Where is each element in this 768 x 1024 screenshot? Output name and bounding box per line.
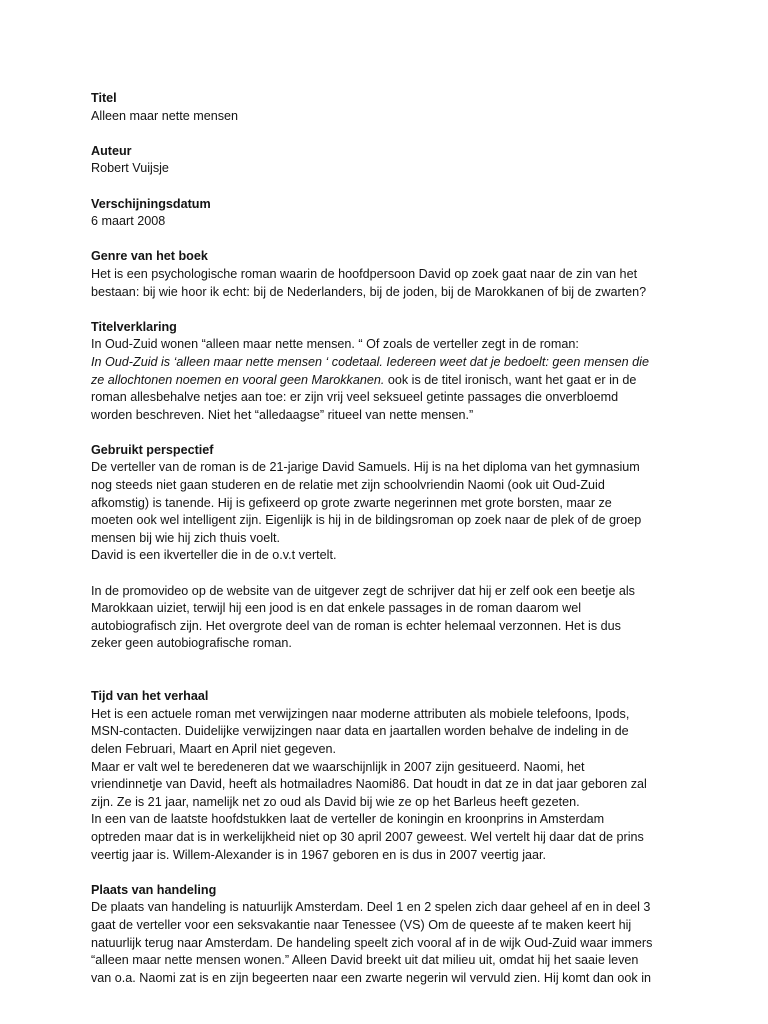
section-heading: Gebruikt perspectief bbox=[91, 442, 214, 457]
paragraph-line: mensen bij wie hij zich thuis voelt. bbox=[91, 530, 280, 545]
paragraph-line: zijn. Ze is 21 jaar, namelijk net zo oud als David bij wie ze op het Barleus heeft gezeten. bbox=[91, 794, 580, 809]
section-titelverklaring bbox=[91, 319, 691, 425]
section-gebruikt-perspectief bbox=[91, 442, 691, 653]
paragraph-line: bestaan: bij wie hoor ik echt: bij de Nederlanders, bij de joden, bij de Marokkanen of bij de zwarten? bbox=[91, 284, 647, 299]
paragraph-line: In Oud-Zuid wonen “alleen maar nette mensen. “ Of zoals de verteller zegt in de roman: bbox=[91, 337, 579, 352]
paragraph-line: zeker geen autobiografische roman. bbox=[91, 636, 292, 651]
document-body bbox=[91, 90, 691, 987]
paragraph-line: David is een ikverteller die in de o.v.t vertelt. bbox=[91, 548, 337, 563]
paragraph-line: worden beschreven. Niet het “alledaagse” ritueel van nette mensen.” bbox=[91, 407, 474, 422]
paragraph-line: optreden maar dat is in werkelijkheid niet op 30 april 2007 geweest. Wel vertelt hij daar dat de prins bbox=[91, 829, 644, 844]
paragraph-line: nog steeds niet gaan studeren en de relatie met zijn schoolvriendin Naomi (ook uit Oud-Zuid bbox=[91, 478, 605, 493]
paragraph-line: moeten ook wel intelligent zijn. Eigenlijk is hij in de bildingsroman op zoek naar de plek of de groep bbox=[91, 513, 642, 528]
section-verschijningsdatum bbox=[91, 196, 691, 231]
paragraph-line: van o.a. Naomi zat is en zijn begeerten naar een zwarte negerin wil vervuld zien. Hij komt dan ook in bbox=[91, 970, 652, 985]
section-tijd-van-het-verhaal bbox=[91, 688, 691, 864]
section-plaats-van-handeling bbox=[91, 882, 691, 988]
section-heading: Titel bbox=[91, 91, 117, 105]
quote-fragment: ze allochtonen noemen en vooral geen Marokkanen. bbox=[91, 372, 385, 387]
book-title: Alleen maar nette mensen bbox=[91, 108, 239, 123]
paragraph-line: De plaats van handeling is natuurlijk Amsterdam. Deel 1 en 2 spelen zich daar geheel af en in deel 3 bbox=[91, 900, 651, 915]
paragraph-line: vriendinnetje van David, heeft als hotmailadres Naomi86. Dat houdt in dat ze in dat jaar geboren zal bbox=[91, 777, 647, 792]
paragraph-line: roman allesbehalve netjes aan toe: er zijn vrij veel seksueel getinte passages die onverbloemd bbox=[91, 390, 619, 405]
quote-line: In Oud-Zuid is ‘alleen maar nette mensen ‘ codetaal. Iedereen weet dat je bedoelt: geen mensen die bbox=[91, 354, 649, 369]
paragraph-line: gaat de verteller voor een seksvakantie naar Tenessee (VS) Om de queeste af te maken keert hij bbox=[91, 917, 632, 932]
section-heading: Genre van het boek bbox=[91, 249, 208, 264]
section-heading: Auteur bbox=[91, 143, 132, 158]
paragraph-line: De verteller van de roman is de 21-jarige David Samuels. Hij is na het diploma van het gymnasium bbox=[91, 460, 640, 475]
paragraph-line: MSN-contacten. Duidelijke verwijzingen naar data en jaartallen worden behalve de indeling in de bbox=[91, 724, 629, 739]
paragraph-line: In een van de laatste hoofdstukken laat de verteller de koningin en kroonprins in Amsterdam bbox=[91, 812, 605, 827]
paragraph-line: veertig jaar is. Willem-Alexander is in 1967 geboren en is dus in 2007 veertig jaar. bbox=[91, 847, 547, 862]
paragraph-line: Het is een psychologische roman waarin de hoofdpersoon David op zoek gaat naar de zin van het bbox=[91, 266, 638, 281]
section-heading: Verschijningsdatum bbox=[91, 196, 211, 211]
paragraph-line: delen Februari, Maart en April niet gegeven. bbox=[91, 741, 337, 756]
paragraph-fragment: ook is de titel ironisch, want het gaat er in de bbox=[384, 372, 637, 387]
section-heading: Tijd van het verhaal bbox=[91, 689, 209, 704]
paragraph-line: Marokkaan uiziet, terwijl hij een jood is en dat enkele passages in de roman daarom wel bbox=[91, 601, 582, 616]
paragraph-line: afkomstig) is tanende. Hij is gefixeerd op grote zwarte negerinnen met grote borsten, maar ze bbox=[91, 495, 612, 510]
paragraph-line: “alleen maar nette mensen wonen.” Alleen David breekt uit dat milieu uit, omdat hij het saaie leven bbox=[91, 953, 639, 968]
section-auteur bbox=[91, 143, 691, 178]
section-heading: Plaats van handeling bbox=[91, 882, 217, 897]
paragraph-line: natuurlijk terug naar Amsterdam. De handeling speelt zich vooral af in de wijk Oud-Zuid waar immers bbox=[91, 935, 653, 950]
paragraph-line bbox=[91, 372, 691, 390]
section-genre bbox=[91, 248, 691, 301]
paragraph-line: Het is een actuele roman met verwijzingen naar moderne attributen als mobiele telefoons, Ipods, bbox=[91, 706, 630, 721]
section-titel bbox=[91, 90, 691, 125]
paragraph-line: In de promovideo op de website van de uitgever zegt de schrijver dat hij er zelf ook een beetje als bbox=[91, 583, 635, 598]
author-name: Robert Vuijsje bbox=[91, 161, 169, 176]
publication-date: 6 maart 2008 bbox=[91, 214, 166, 229]
paragraph-line: Maar er valt wel te beredeneren dat we waarschijnlijk in 2007 zijn gesitueerd. Naomi, het bbox=[91, 759, 585, 774]
section-heading: Titelverklaring bbox=[91, 319, 177, 334]
paragraph-line: autobiografisch zijn. Het overgrote deel van de roman is echter helemaal verzonnen. Het is dus bbox=[91, 618, 621, 633]
